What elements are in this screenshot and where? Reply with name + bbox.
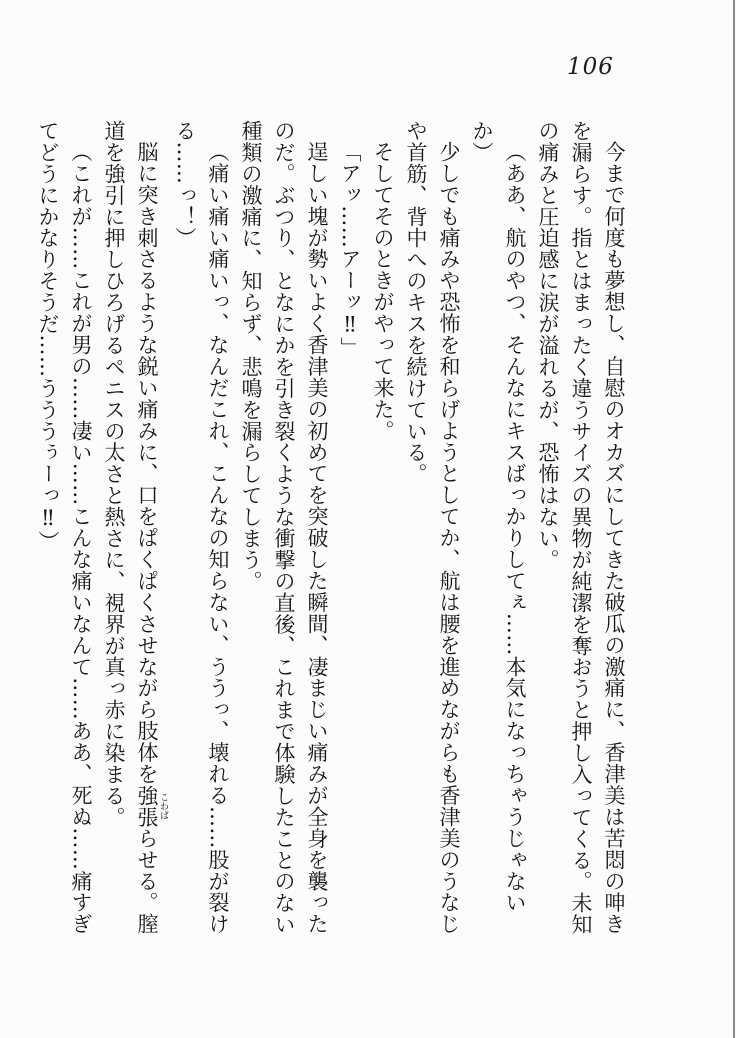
- paragraph: 逞しい塊が勢いよく香津美の初めてを突破した瞬間、凄まじい痛みが全身を襲ったのだ。ぶつり、となにかを引き裂くような衝撃の直後、これまで体験したことのない種類の激痛に、知らず、悲鳴を漏らしてしまう。: [239, 120, 329, 936]
- scan-edge-line: [733, 0, 735, 1038]
- paragraph: （これが……これが男の……凄い……こんな痛いなんて……ああ、死ぬ……痛すぎてどうにかなりそうだ……うううぅーっ‼）: [36, 120, 93, 935]
- furigana-ruby: 強張 こわば: [135, 784, 168, 828]
- page-number: 106: [567, 54, 614, 80]
- paragraph: （ああ、航のやつ、そんなにキスばっかりしてぇ……本気になっちゃうじゃないか）: [470, 120, 527, 914]
- paragraph: 少しでも痛みや恐怖を和らげようとしてか、航は腰を進めながらも香津美のうなじや首筋、背中へのキスを続けている。: [404, 120, 461, 935]
- paragraph: そしてそのときがやって来た。: [371, 141, 395, 442]
- page-text: [36, 120, 630, 938]
- paragraph: （痛い痛い痛いっ、なんだこれ、こんなの知らない、ううっ、壊れる……股が裂ける……っ！）: [173, 120, 230, 935]
- paragraph: 脳に突き刺さるような鋭い痛みに、口をぱくぱくさせながら肢体を強張 こわばらせる。膣道を強引に押しひろげるペニスの太さと熱さに、視界が真っ赤に染まる。: [102, 120, 168, 935]
- paragraph: 「アッ……アーッ‼」: [338, 141, 362, 359]
- paragraph: 今まで何度も夢想し、自慰のオカズにしてきた破瓜の激痛に、香津美は苦悶の呻きを漏らす。指とはまったく違うサイズの異物が純潔を奪おうと押し入ってくる。未知の痛みと圧迫感に涙が溢れるが、恐怖はない。: [536, 120, 626, 936]
